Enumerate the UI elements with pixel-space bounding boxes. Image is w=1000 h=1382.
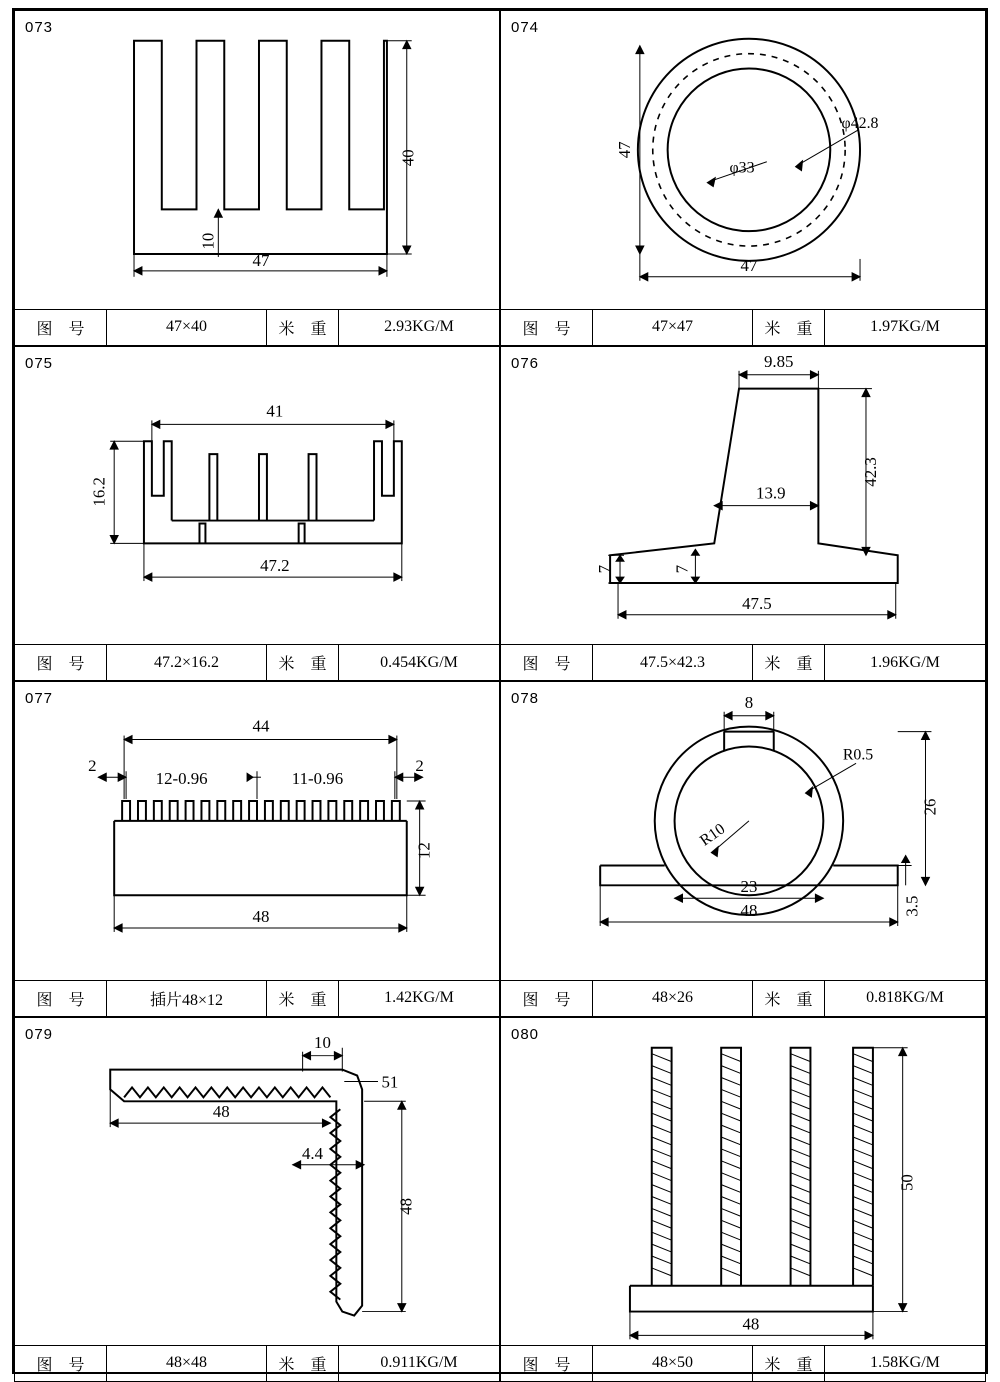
dim-label: 47	[740, 255, 758, 275]
dim-label: 2	[88, 756, 97, 776]
spec-row-079	[15, 1345, 499, 1381]
profile-cell-077	[14, 681, 500, 1017]
dim-label: R10	[696, 820, 729, 850]
dim-label: 7	[672, 564, 692, 573]
profile-code: 074	[511, 19, 540, 36]
dim-label: 3.5	[902, 895, 922, 917]
label-drawing-no: 图 号	[501, 645, 593, 680]
spec-row-074	[501, 309, 985, 345]
dim-label: 11-0.96	[291, 769, 344, 789]
dim-label: 42.3	[860, 456, 880, 487]
profile-code: 080	[511, 1025, 540, 1043]
dim-label: 48	[396, 1197, 416, 1215]
dim-label: 44	[252, 716, 270, 736]
dim-label: 7	[595, 564, 615, 573]
dim-label: 50	[897, 1173, 917, 1191]
label-drawing-no: 图 号	[501, 1346, 593, 1381]
dim-label: 48	[252, 907, 270, 927]
dim-label: 40	[398, 149, 418, 167]
profile-cell-079	[14, 1017, 500, 1382]
label-drawing-no: 图 号	[15, 981, 107, 1016]
profile-code: 077	[25, 690, 54, 708]
label-drawing-no: 图 号	[501, 310, 593, 345]
profile-code: 078	[511, 690, 540, 708]
label-drawing-no: 图 号	[15, 310, 107, 345]
dim-label: 10	[198, 232, 218, 250]
value-drawing-no: 47×47	[593, 310, 753, 345]
dim-label: 12-0.96	[155, 769, 208, 789]
value-drawing-no: 47×40	[107, 310, 267, 345]
spec-row-077	[15, 980, 499, 1016]
value-drawing-no: 47.2×16.2	[107, 645, 267, 680]
dim-label: 16.2	[89, 476, 109, 507]
value-weight: 0.818KG/M	[866, 989, 944, 1007]
profile-cell-076	[500, 346, 986, 682]
drawing-073	[15, 11, 499, 309]
label-weight: 米 重	[267, 981, 339, 1016]
label-weight: 米 重	[753, 645, 825, 680]
spec-row-076	[501, 644, 985, 680]
profile-code: 075	[25, 354, 54, 372]
dim-label: φ42.8	[841, 115, 879, 133]
drawing-079	[15, 1018, 499, 1345]
profile-cell-078	[500, 681, 986, 1017]
dim-label: 8	[744, 692, 754, 712]
dim-label: 48	[742, 1314, 760, 1334]
value-weight: 0.454KG/M	[380, 653, 458, 671]
value-weight: 1.58KG/M	[870, 1354, 940, 1372]
value-drawing-no: 47.5×42.3	[593, 645, 753, 680]
label-weight: 米 重	[267, 1346, 339, 1381]
drawing-080	[501, 1018, 985, 1345]
dim-label: 13.9	[756, 483, 786, 503]
label-weight: 米 重	[753, 981, 825, 1016]
dim-label: 51	[381, 1072, 399, 1092]
profile-cell-074	[500, 10, 986, 346]
spec-row-075	[15, 644, 499, 680]
profile-code: 076	[511, 354, 540, 372]
label-weight: 米 重	[267, 645, 339, 680]
dim-label: φ33	[729, 159, 755, 177]
dim-label: 48	[212, 1101, 230, 1121]
label-drawing-no: 图 号	[15, 1346, 107, 1381]
value-drawing-no: 48×48	[107, 1346, 267, 1381]
label-weight: 米 重	[753, 1346, 825, 1381]
value-drawing-no: 插片48×12	[107, 981, 267, 1016]
dim-label: 23	[740, 877, 758, 897]
value-drawing-no: 48×26	[593, 981, 753, 1016]
value-weight: 2.93KG/M	[384, 318, 454, 336]
drawing-074	[501, 11, 985, 309]
value-weight: 1.97KG/M	[870, 318, 940, 336]
drawing-076	[501, 347, 985, 645]
value-weight: 0.911KG/M	[380, 1354, 458, 1372]
dim-label: R0.5	[842, 746, 874, 764]
profile-code: 073	[25, 19, 54, 36]
dim-label: 12	[414, 842, 434, 860]
profile-code: 079	[25, 1025, 54, 1043]
dim-label: 4.4	[302, 1143, 324, 1163]
profile-cell-080	[500, 1017, 986, 1382]
value-weight: 1.96KG/M	[870, 653, 940, 671]
profile-cell-073	[14, 10, 500, 346]
spec-row-073	[15, 309, 499, 345]
dim-label: 47	[252, 250, 270, 270]
dim-label: 47	[614, 141, 634, 159]
label-weight: 米 重	[267, 310, 339, 345]
dim-label: 41	[266, 400, 284, 420]
drawing-075	[15, 347, 499, 645]
dim-label: 47.5	[742, 593, 772, 613]
dim-label: 2	[415, 756, 424, 776]
label-drawing-no: 图 号	[501, 981, 593, 1016]
label-drawing-no: 图 号	[15, 645, 107, 680]
dim-label: 26	[920, 798, 940, 816]
dim-label: 10	[314, 1032, 331, 1052]
drawing-078	[501, 682, 985, 980]
value-drawing-no: 48×50	[593, 1346, 753, 1381]
profile-grid	[12, 8, 988, 1374]
profile-cell-075	[14, 346, 500, 682]
spec-row-078	[501, 980, 985, 1016]
dim-label: 9.85	[763, 351, 794, 371]
dim-label: 47.2	[260, 555, 290, 575]
spec-row-080	[501, 1345, 985, 1381]
dim-label: 48	[740, 901, 758, 921]
value-weight: 1.42KG/M	[384, 989, 454, 1007]
drawing-077	[15, 682, 499, 980]
label-weight: 米 重	[753, 310, 825, 345]
